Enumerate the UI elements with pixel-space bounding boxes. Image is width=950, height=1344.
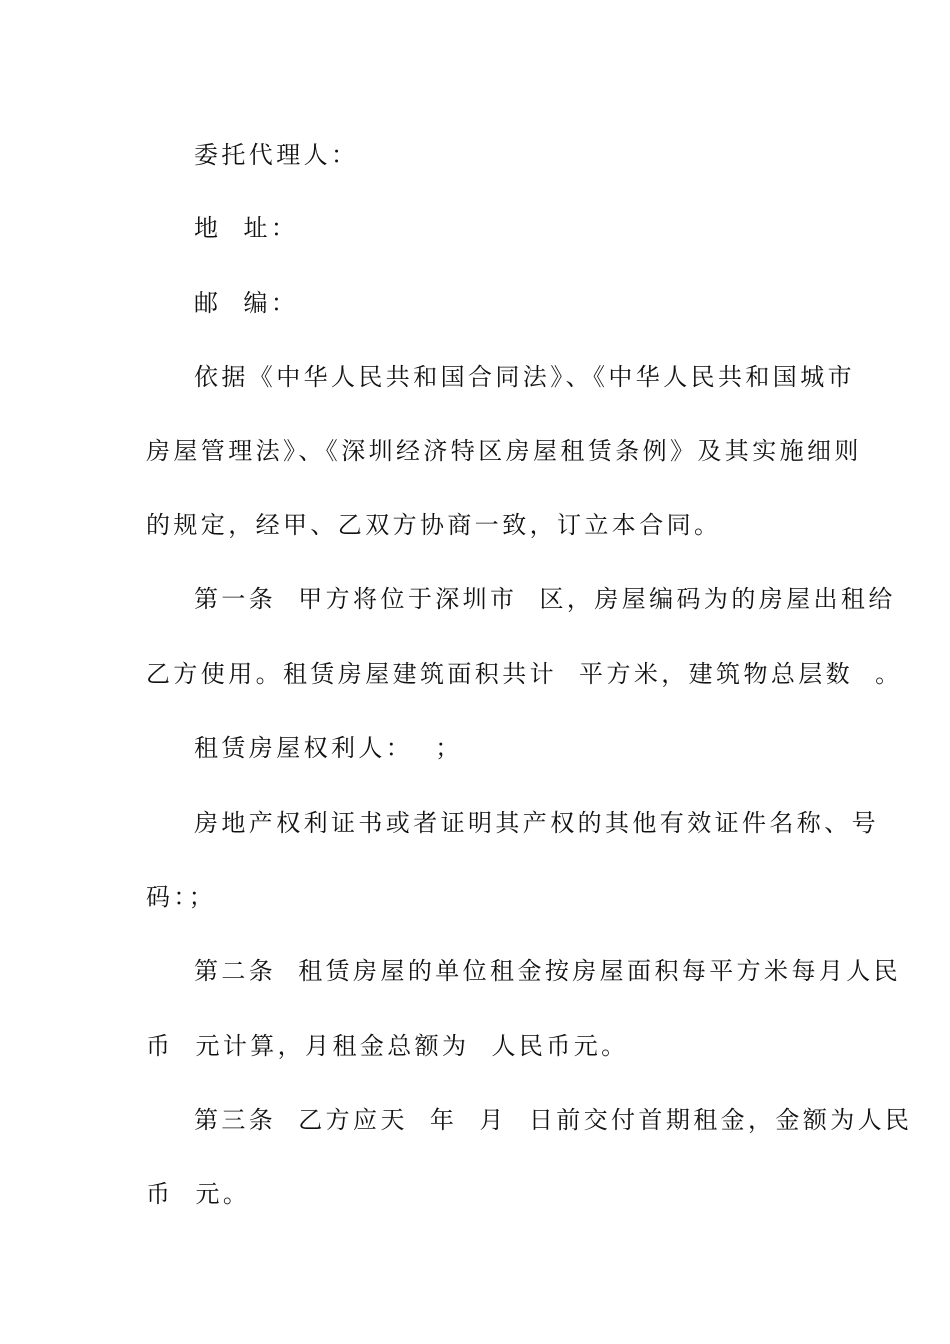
agent-label-line: 委托代理人：: [194, 141, 359, 169]
article-2-line-1: 第二条 租赁房屋的单位租金按房屋面积每平方米每月人民: [194, 957, 902, 985]
address-label-line: 地 址：: [194, 214, 299, 242]
article-2-line-2: 币 元计算，月租金总额为 人民币元。: [146, 1032, 629, 1060]
article-3-line-2: 币 元。: [146, 1180, 251, 1208]
article-1-line-1: 第一条 甲方将位于深圳市 区，房屋编码为的房屋出租给: [194, 585, 896, 613]
certificate-line-2: 码：；: [146, 883, 217, 911]
preamble-line-1: 依据《中华人民共和国合同法》、《中华人民共和国城市: [194, 363, 855, 391]
certificate-line-1: 房地产权利证书或者证明其产权的其他有效证件名称、号: [194, 809, 879, 837]
article-1-line-2: 乙方使用。租赁房屋建筑面积共计 平方米，建筑物总层数 。: [146, 660, 903, 688]
owner-line: 租赁房屋权利人： ；: [194, 734, 463, 762]
article-3-line-1: 第三条 乙方应天 年 月 日前交付首期租金，金额为人民: [194, 1106, 913, 1134]
preamble-line-3: 的规定，经甲、乙双方协商一致，订立本合同。: [146, 511, 722, 539]
postcode-label-line: 邮 编：: [194, 289, 299, 317]
preamble-line-2: 房屋管理法》、《深圳经济特区房屋租赁条例》及其实施细则: [146, 437, 862, 465]
